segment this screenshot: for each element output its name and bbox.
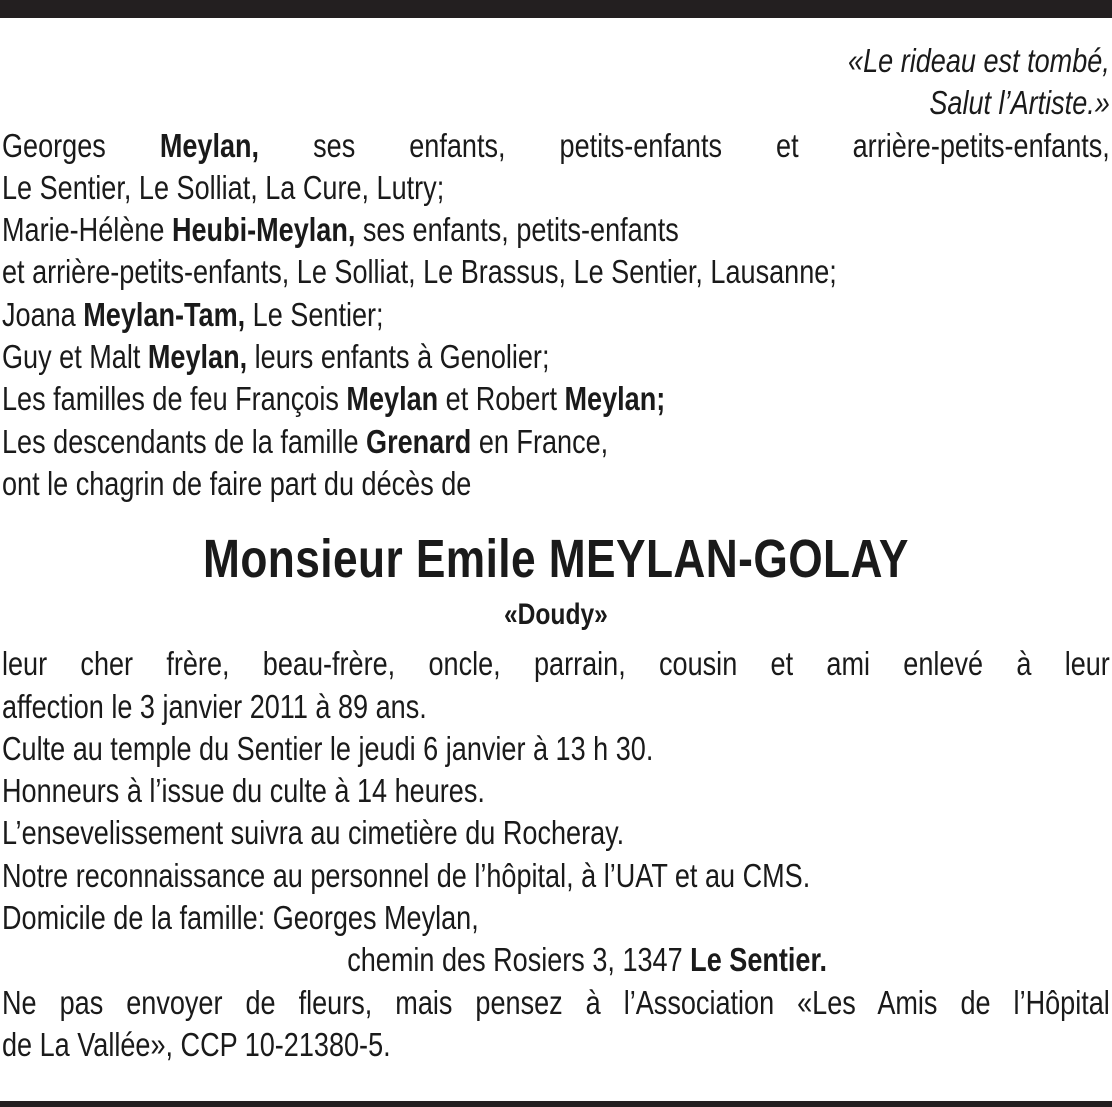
- mourner-line-6: [2, 336, 1110, 378]
- mourner-text: Marie-Hélène: [2, 211, 172, 249]
- epigraph-line-2: Salut l’Artiste.»: [929, 84, 1110, 122]
- deceased-name: Monsieur Emile MEYLAN-GOLAY: [203, 529, 909, 590]
- detail-line-7: Domicile de la famille: Georges Meylan,: [2, 899, 479, 937]
- detail-line-6: Notre reconnaissance au personnel de l’hôpital, à l’UAT et au CMS.: [2, 856, 811, 894]
- mourner-line-3: [2, 209, 1110, 251]
- mourner-text: et Robert: [438, 380, 565, 418]
- detail-line-5: L’ensevelissement suivra au cimetière du Rocheray.: [2, 814, 625, 852]
- detail-line-3: Culte au temple du Sentier le jeudi 6 janvier à 13 h 30.: [2, 729, 654, 767]
- bottom-rule: [0, 1101, 1112, 1107]
- mourner-surname: Meylan: [346, 380, 439, 418]
- mourner-surname: Meylan,: [159, 126, 260, 164]
- mourner-line-1: [2, 125, 1110, 167]
- mourner-line-9: ont le chagrin de faire part du décès de: [2, 464, 472, 502]
- mourner-line-4: et arrière-petits-enfants, Le Solliat, Le Brassus, Le Sentier, Lausanne;: [2, 253, 837, 291]
- mourner-surname: Meylan,: [147, 338, 248, 376]
- detail-line-2: affection le 3 janvier 2011 à 89 ans.: [2, 687, 427, 725]
- mourner-text: Les descendants de la famille: [2, 422, 367, 460]
- mourner-text: leurs enfants à Genolier;: [247, 338, 550, 376]
- address-place: Le Sentier.: [690, 941, 828, 979]
- mourner-text: Guy et Malt: [2, 338, 148, 376]
- detail-line-8: [2, 939, 1110, 981]
- mourner-text: Les familles de feu François: [2, 380, 347, 418]
- mourner-surname: Meylan-Tam,: [83, 295, 246, 333]
- mourner-line-2: Le Sentier, Le Solliat, La Cure, Lutry;: [2, 168, 445, 206]
- mourner-surname: Grenard: [366, 422, 472, 460]
- mourner-text: Joana: [2, 295, 84, 333]
- mourner-surname: Meylan;: [564, 380, 666, 418]
- epigraph-line-1: «Le rideau est tombé,: [848, 42, 1110, 79]
- mourner-line-8: [2, 421, 1110, 463]
- mourner-text: en France,: [471, 422, 609, 460]
- deceased-nickname: «Doudy»: [503, 598, 608, 632]
- mourner-text: Le Sentier;: [245, 295, 384, 333]
- obituary-notice: [2, 40, 1110, 1066]
- mourner-surname: Heubi-Meylan,: [171, 211, 356, 249]
- detail-line-10: de La Vallée», CCP 10-21380-5.: [2, 1025, 391, 1063]
- mourner-line-7: [2, 378, 1110, 420]
- detail-line-1: leur cher frère, beau-frère, oncle, parrain, cousin et ami enlevé à leur: [2, 645, 1110, 683]
- mourner-line-5: [2, 294, 1110, 336]
- address-text: chemin des Rosiers 3, 1347: [347, 941, 691, 979]
- mourner-text: ses enfants, petits-enfants: [355, 211, 679, 249]
- top-rule: [0, 0, 1112, 18]
- mourner-text: Georges: [2, 126, 160, 164]
- detail-line-9: Ne pas envoyer de fleurs, mais pensez à l’Association «Les Amis de l’Hôpital: [2, 983, 1110, 1021]
- mourner-text: ses enfants, petits-enfants et arrière-petits-enfants,: [259, 126, 1110, 164]
- detail-line-4: Honneurs à l’issue du culte à 14 heures.: [2, 772, 485, 810]
